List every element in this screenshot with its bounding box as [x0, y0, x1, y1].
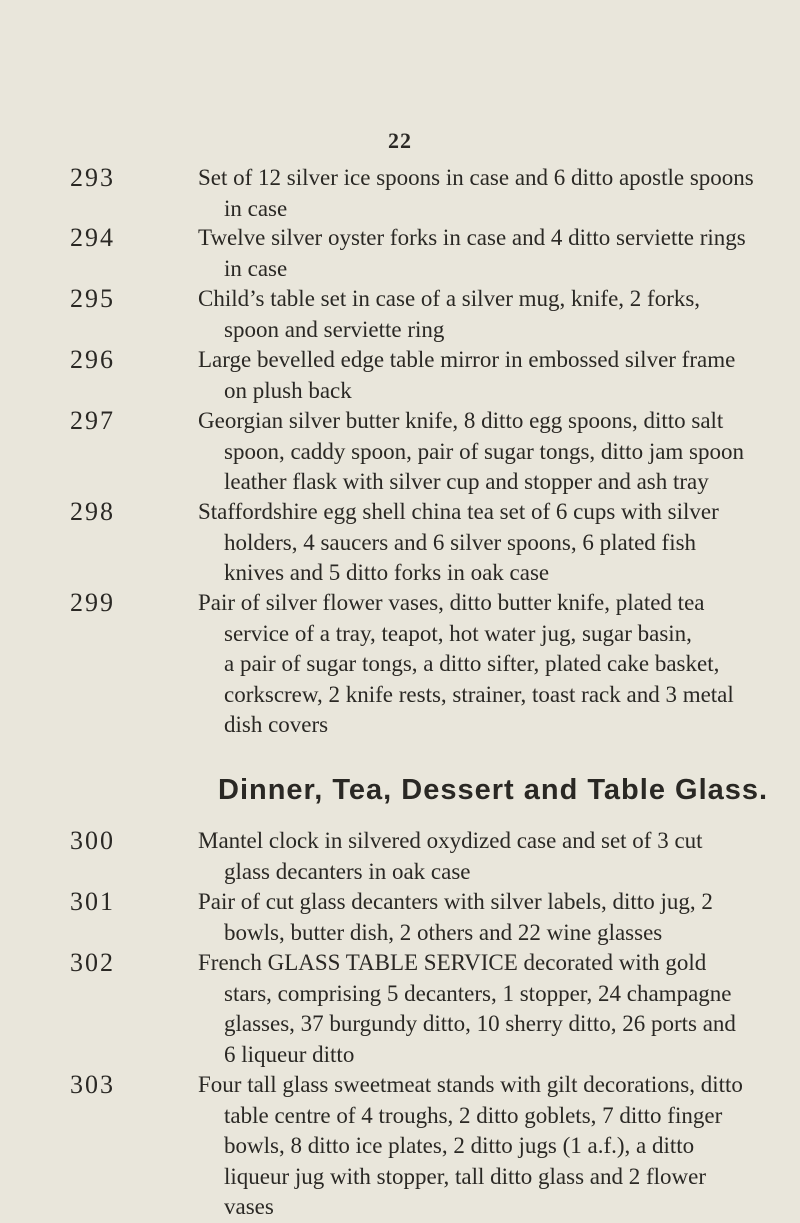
- lot-number: 298: [70, 497, 115, 526]
- lot-line: Large bevelled edge table mirror in embossed silver frame: [198, 347, 736, 372]
- lot-line: on plush back: [224, 377, 352, 403]
- lot-line: Staffordshire egg shell china tea set of 6 cups with silver: [198, 499, 719, 524]
- lot-number: 302: [70, 948, 115, 977]
- lot-number: 300: [70, 826, 115, 855]
- lot-number: 297: [70, 406, 115, 435]
- lot-line: Pair of cut glass decanters with silver labels, ditto jug, 2: [198, 889, 713, 914]
- lot-description: [198, 1070, 786, 1223]
- lot-line: spoon and serviette ring: [224, 316, 445, 342]
- lot-number: 294: [70, 223, 115, 252]
- lot-number: 296: [70, 345, 115, 374]
- lot-line: Pair of silver flower vases, ditto butter knife, plated tea: [198, 590, 705, 615]
- lot-line: liqueur jug with stopper, tall ditto glass and 2 flower: [224, 1163, 707, 1189]
- lot-line: glasses, 37 burgundy ditto, 10 sherry ditto, 26 ports and: [224, 1011, 736, 1036]
- lot-description: [198, 284, 786, 345]
- section-heading: Dinner, Tea, Dessert and Table Glass.: [218, 774, 769, 806]
- lot-line: glass decanters in oak case: [224, 858, 471, 884]
- lot-description: [198, 345, 786, 406]
- lot-line: in case: [224, 195, 288, 221]
- lot-description: [198, 588, 786, 741]
- lot-number: 295: [70, 284, 115, 313]
- lot-line: knives and 5 ditto forks in oak case: [224, 560, 550, 585]
- lot-line: dish covers: [224, 712, 329, 737]
- lot-line: Georgian silver butter knife, 8 ditto egg spoons, ditto salt: [198, 408, 724, 433]
- lot-line: corkscrew, 2 knife rests, strainer, toast rack and 3 metal: [224, 681, 734, 707]
- lot-line: vases: [224, 1194, 274, 1219]
- lot-number: 303: [70, 1070, 115, 1099]
- lot-line: bowls, butter dish, 2 others and 22 wine glasses: [224, 919, 663, 945]
- lot-line: table centre of 4 troughs, 2 ditto goblets, 7 ditto finger: [224, 1102, 723, 1128]
- lot-line: in case: [224, 255, 288, 281]
- lot-line: stars, comprising 5 decanters, 1 stopper, 24 champagne: [224, 980, 732, 1006]
- lot-line: service of a tray, teapot, hot water jug, sugar basin,: [224, 620, 692, 646]
- lot-line: 6 liqueur ditto: [224, 1041, 355, 1067]
- lot-line: Four tall glass sweetmeat stands with gilt decorations, ditto: [198, 1072, 743, 1097]
- lot-description: [198, 826, 786, 887]
- lot-description: [198, 497, 786, 589]
- page-number: 22: [388, 128, 412, 153]
- lot-description: [198, 163, 786, 224]
- lot-line: Child’s table set in case of a silver mug, knife, 2 forks,: [198, 286, 701, 311]
- lot-line: Mantel clock in silvered oxydized case and set of 3 cut: [198, 828, 703, 853]
- lot-line: French GLASS TABLE SERVICE decorated with gold: [198, 950, 707, 975]
- lot-line: holders, 4 saucers and 6 silver spoons, 6 plated fish: [224, 529, 697, 555]
- lot-line: leather flask with silver cup and stopper and ash tray: [224, 469, 709, 494]
- lot-description: [198, 948, 786, 1070]
- lot-line: bowls, 8 ditto ice plates, 2 ditto jugs (1 a.f.), a ditto: [224, 1133, 695, 1158]
- lot-line: a pair of sugar tongs, a ditto sifter, plated cake basket,: [224, 651, 720, 676]
- lot-description: [198, 223, 786, 284]
- lot-number: 299: [70, 588, 115, 617]
- lot-description: [198, 406, 786, 498]
- lot-line: Twelve silver oyster forks in case and 4 ditto serviette rings: [198, 225, 746, 250]
- lot-number: 293: [70, 163, 115, 192]
- lot-number: 301: [70, 887, 115, 916]
- lot-line: spoon, caddy spoon, pair of sugar tongs, ditto jam spoon: [224, 438, 745, 464]
- lot-description: [198, 887, 786, 948]
- lot-line: Set of 12 silver ice spoons in case and 6 ditto apostle spoons: [198, 165, 754, 190]
